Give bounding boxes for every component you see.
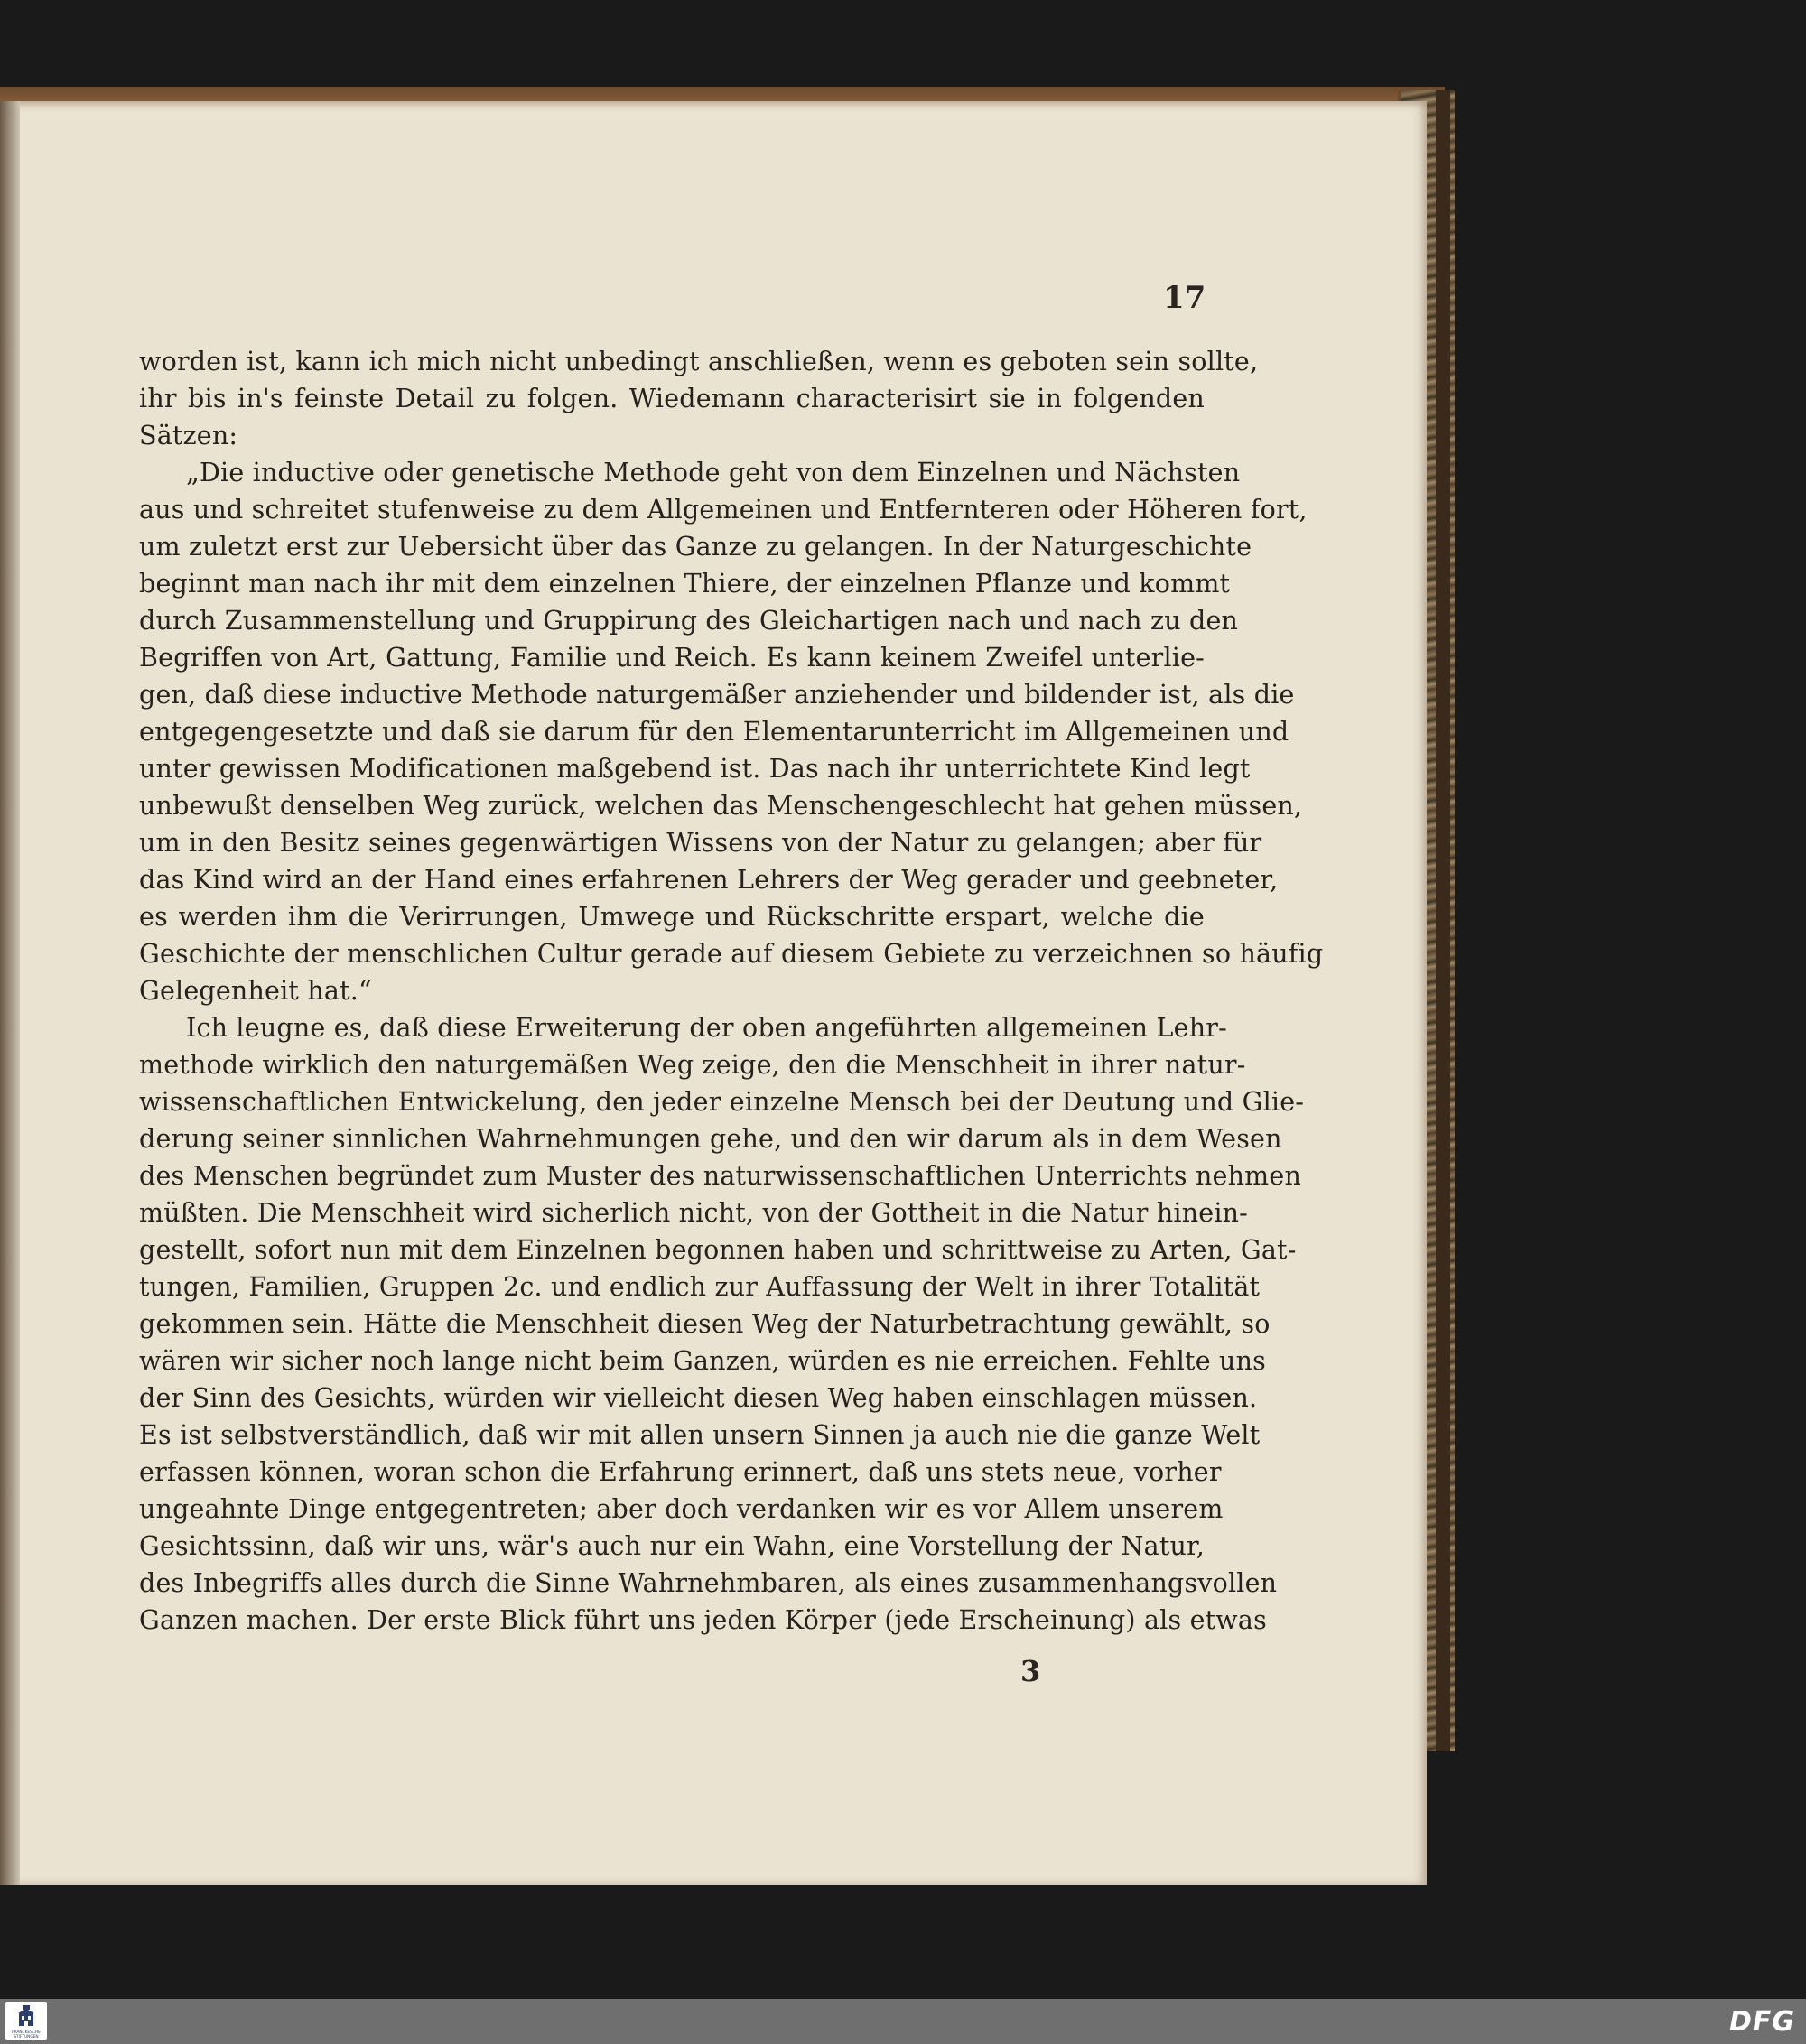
book-board-edge	[1436, 90, 1450, 1751]
library-building-icon	[5, 2002, 47, 2040]
text-line: gekommen sein. Hätte die Menschheit diesen Weg der Naturbetrachtung gewählt, so	[139, 1309, 1271, 1339]
text-line: Ganzen machen. Der erste Blick führt uns jeden Körper (jede Erscheinung) als etwas	[139, 1605, 1267, 1635]
text-line: „Die inductive oder genetische Methode geht von dem Einzelnen und Nächsten	[186, 458, 1241, 488]
text-line: um in den Besitz seines gegenwärtigen Wissens von der Natur zu gelangen; aber für	[139, 828, 1262, 858]
text-line: ihr bis in's feinste Detail zu folgen. Wiedemann characterisirt sie in folgenden	[139, 384, 1205, 413]
dfg-label: DFG	[1728, 2006, 1795, 2038]
text-line: beginnt man nach ihr mit dem einzelnen Thiere, der einzelnen Pflanze und kommt	[139, 569, 1231, 599]
text-line: gen, daß diese inductive Methode naturgemäßer anziehender und bildender ist, als die	[139, 680, 1295, 710]
text-line: entgegengesetzte und daß sie darum für den Elementarunterricht im Allgemeinen und	[139, 717, 1289, 747]
text-line: durch Zusammenstellung und Gruppirung des Gleichartigen nach und nach zu den	[139, 606, 1239, 636]
text-line: worden ist, kann ich mich nicht unbedingt anschließen, wenn es geboten sein sollte,	[139, 347, 1259, 376]
text-line: um zuletzt erst zur Uebersicht über das Ganze zu gelangen. In der Naturgeschichte	[139, 532, 1252, 562]
text-line: aus und schreitet stufenweise zu dem Allgemeinen und Entfernteren oder Höheren fort,	[139, 495, 1308, 525]
text-line: Es ist selbstverständlich, daß wir mit allen unsern Sinnen ja auch nie die ganze Welt	[139, 1420, 1261, 1450]
text-line: das Kind wird an der Hand eines erfahrenen Lehrers der Weg gerader und geebneter,	[139, 865, 1279, 895]
text-line: Gesichtssinn, daß wir uns, wär's auch nur ein Wahn, eine Vorstellung der Natur,	[139, 1531, 1205, 1561]
text-line: unbewußt denselben Weg zurück, welchen das Menschengeschlecht hat gehen müssen,	[139, 791, 1303, 821]
body-text	[139, 343, 1324, 1639]
text-line: wären wir sicher noch lange nicht beim Ganzen, würden es nie erreichen. Fehlte uns	[139, 1346, 1266, 1376]
text-line: Geschichte der menschlichen Cultur gerade auf diesem Gebiete zu verzeichnen so häufig	[139, 939, 1324, 969]
page-gutter	[0, 101, 20, 1885]
text-line: wissenschaftlichen Entwickelung, den jeder einzelne Mensch bei der Deutung und Glie-	[139, 1087, 1305, 1117]
page-number: 17	[1163, 280, 1206, 316]
text-line: Gelegenheit hat.“	[139, 976, 372, 1006]
text-line: des Inbegriffs alles durch die Sinne Wahrnehmbaren, als eines zusammenhangsvollen	[139, 1568, 1278, 1598]
footer-bar	[0, 1999, 1806, 2044]
library-logo	[5, 2002, 47, 2040]
signature-mark: 3	[1020, 1654, 1041, 1688]
text-line: tungen, Familien, Gruppen 2c. und endlich zur Auffassung der Welt in ihrer Totalität	[139, 1272, 1261, 1302]
text-line: müßten. Die Menschheit wird sicherlich nicht, von der Gottheit in die Natur hinein-	[139, 1198, 1249, 1228]
text-line: der Sinn des Gesichts, würden wir vielleicht diesen Weg haben einschlagen müssen.	[139, 1383, 1258, 1413]
text-line: Begriffen von Art, Gattung, Familie und Reich. Es kann keinem Zweifel unterlie-	[139, 643, 1205, 673]
text-line: Ich leugne es, daß diese Erweiterung der oben angeführten allgemeinen Lehr-	[186, 1013, 1227, 1043]
logo-text-line-1: FRANCKESCHE	[12, 2030, 41, 2035]
text-line: erfassen können, woran schon die Erfahrung erinnert, daß uns stets neue, vorher	[139, 1457, 1222, 1487]
text-line: gestellt, sofort nun mit dem Einzelnen begonnen haben und schrittweise zu Arten, Gat-	[139, 1235, 1297, 1265]
text-line: unter gewissen Modificationen maßgebend ist. Das nach ihr unterrichtete Kind legt	[139, 754, 1251, 784]
logo-text-line-2: STIFTUNGEN	[14, 2035, 39, 2039]
text-line: derung seiner sinnlichen Wahrnehmungen gehe, und den wir darum als in dem Wesen	[139, 1124, 1282, 1154]
text-line: ungeahnte Dinge entgegentreten; aber doch verdanken wir es vor Allem unserem	[139, 1494, 1224, 1524]
text-line: es werden ihm die Verirrungen, Umwege und Rückschritte erspart, welche die	[139, 902, 1205, 932]
text-line: des Menschen begründet zum Muster des naturwissenschaftlichen Unterrichts nehmen	[139, 1161, 1302, 1191]
text-line: Sätzen:	[139, 421, 238, 451]
text-line: methode wirklich den naturgemäßen Weg zeige, den die Menschheit in ihrer natur-	[139, 1050, 1246, 1080]
